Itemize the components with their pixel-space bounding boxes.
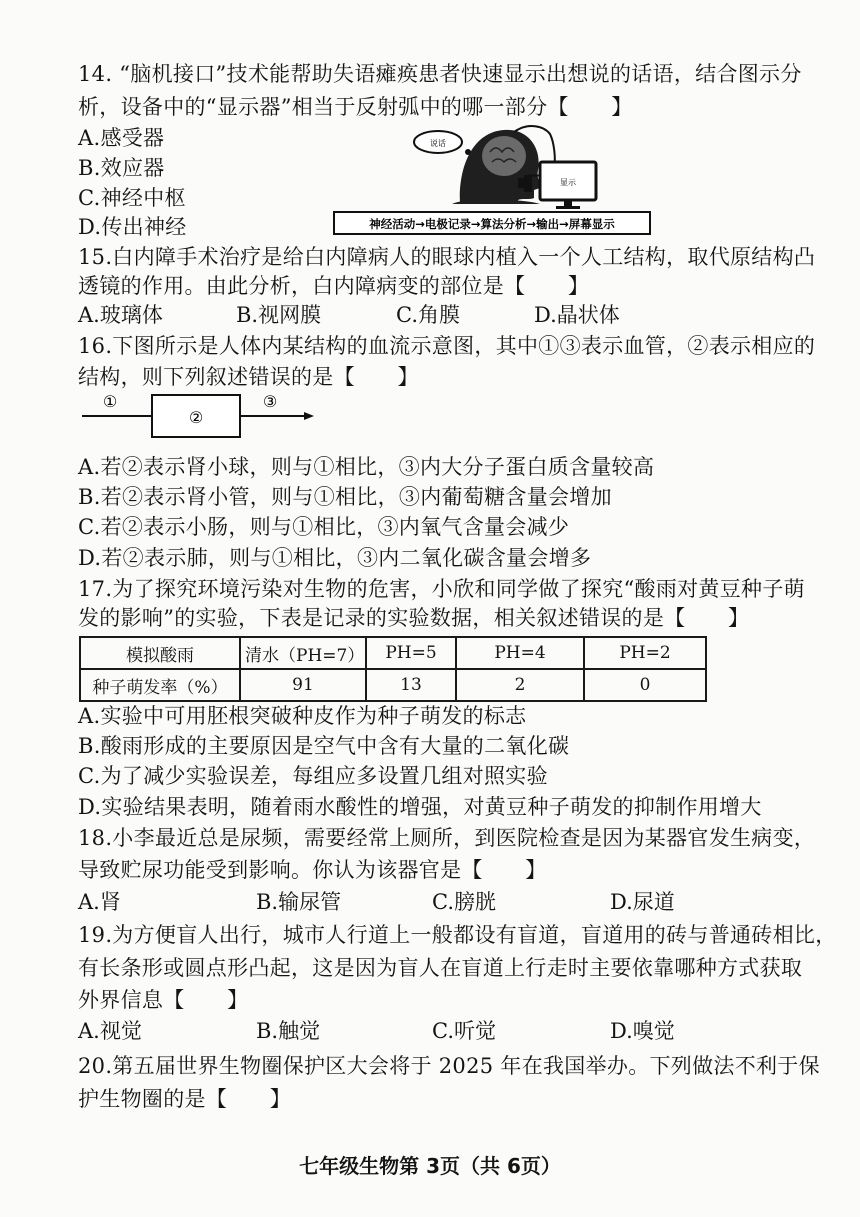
q17-option-c: C.为了减少实验误差，每组应多设置几组对照实验 [78,764,548,788]
q16-option-d: D.若②表示肺，则与①相比，③内二氧化碳含量会增多 [78,546,592,570]
page-footer: 七年级生物第 3页（共 6页） [299,1154,561,1178]
table-cell: 0 [584,669,706,701]
label-vessel-3: ③ [262,392,278,411]
q20-stem-line1: 20.第五届世界生物圈保护区大会将于 2025 年在我国举办。下列做法不利于保 [78,1054,820,1078]
q15-option-c: C.角膜 [396,303,460,327]
q15-option-d: D.晶状体 [534,303,620,327]
table-cell: PH=5 [366,637,456,669]
q19-option-d: D.嗅觉 [610,1019,675,1043]
q14-stem-line2: 析，设备中的“显示器”相当于反射弧中的哪一部分【 】 [78,95,633,119]
q14-option-c: C.神经中枢 [78,186,186,210]
q14-option-d: D.传出神经 [78,215,187,239]
q17-option-a: A.实验中可用胚根突破种皮作为种子萌发的标志 [78,704,527,728]
arrow-right-icon [304,412,314,420]
q14-stem-line1: 14. “脑机接口”技术能帮助失语瘫痪患者快速显示出想说的话语，结合图示分 [78,62,802,86]
experiment-data-table [79,636,707,702]
speech-bubble-text: 说话 [430,139,446,148]
q16-option-b: B.若②表示肾小管，则与①相比，③内葡萄糖含量会增加 [78,485,612,509]
q15-stem-line1: 15.白内障手术治疗是给白内障病人的眼球内植入一个人工结构，取代原结构凸 [78,245,816,269]
q16-stem-line1: 16.下图所示是人体内某结构的血流示意图，其中①③表示血管，②表示相应的 [78,334,816,358]
q15-stem-line2: 透镜的作用。由此分析，白内障病变的部位是【 】 [78,274,590,298]
table-row [80,637,706,669]
q18-option-d: D.尿道 [610,890,675,914]
q18-option-c: C.膀胱 [432,890,496,914]
table-cell: 种子萌发率（%） [80,669,240,701]
q20-stem-line2: 护生物圈的是【 】 [78,1087,291,1111]
label-vessel-1: ① [102,392,118,411]
table-cell: 模拟酸雨 [80,637,240,669]
q15-option-a: A.玻璃体 [78,303,163,327]
q19-stem-line3: 外界信息【 】 [78,988,249,1012]
table-row [80,669,706,701]
q16-stem-line2: 结构，则下列叙述错误的是【 】 [78,365,419,389]
q19-option-b: B.触觉 [256,1019,321,1043]
brain-computer-interface-diagram [332,118,652,238]
q17-stem-line2: 发的影响”的实验，下表是记录的实验数据，相关叙述错误的是【 】 [78,606,750,630]
q17-option-b: B.酸雨形成的主要原因是空气中含有大量的二氧化碳 [78,734,570,758]
table-cell: 91 [240,669,366,701]
q19-stem-line2: 有长条形或圆点形凸起，这是因为盲人在盲道上行走时主要依靠哪种方式获取 [78,956,803,980]
q19-option-a: A.视觉 [78,1019,142,1043]
label-structure-2: ② [188,408,204,427]
bci-illustration [332,118,652,238]
q14-option-a: A.感受器 [78,126,165,150]
q18-stem-line1: 18.小李最近总是尿频，需要经常上厕所，到医院检查是因为某器官发生病变， [78,826,816,850]
table-cell: 清水（PH=7） [240,637,366,669]
q17-stem-line1: 17.为了探究环境污染对生物的危害，小欣和同学做了探究“酸雨对黄豆种子萌 [78,577,805,601]
q17-option-d: D.实验结果表明，随着雨水酸性的增强，对黄豆种子萌发的抑制作用增大 [78,795,762,819]
q15-option-b: B.视网膜 [236,303,322,327]
table-cell: PH=2 [584,637,706,669]
q14-option-b: B.效应器 [78,156,165,180]
q16-option-a: A.若②表示肾小球，则与①相比，③内大分子蛋白质含量较高 [78,455,655,479]
q16-option-c: C.若②表示小肠，则与①相比，③内氧气含量会减少 [78,515,570,539]
table-cell: 2 [456,669,584,701]
blood-flow-diagram [80,385,320,445]
brain-icon [482,136,526,176]
q18-option-b: B.输尿管 [256,890,342,914]
q18-stem-line2: 导致贮尿功能受到影响。你认为该器官是【 】 [78,858,547,882]
q19-stem-line1: 19.为方便盲人出行，城市人行道上一般都设有盲道，盲道用的砖与普通砖相比， [78,923,837,947]
monitor-text: 显示 [560,178,576,187]
process-flow-text: 神经活动→电极记录→算法分析→输出→屏幕显示 [369,217,615,231]
q19-option-c: C.听觉 [432,1019,496,1043]
table-cell: PH=4 [456,637,584,669]
q18-option-a: A.肾 [78,890,121,914]
table-cell: 13 [366,669,456,701]
